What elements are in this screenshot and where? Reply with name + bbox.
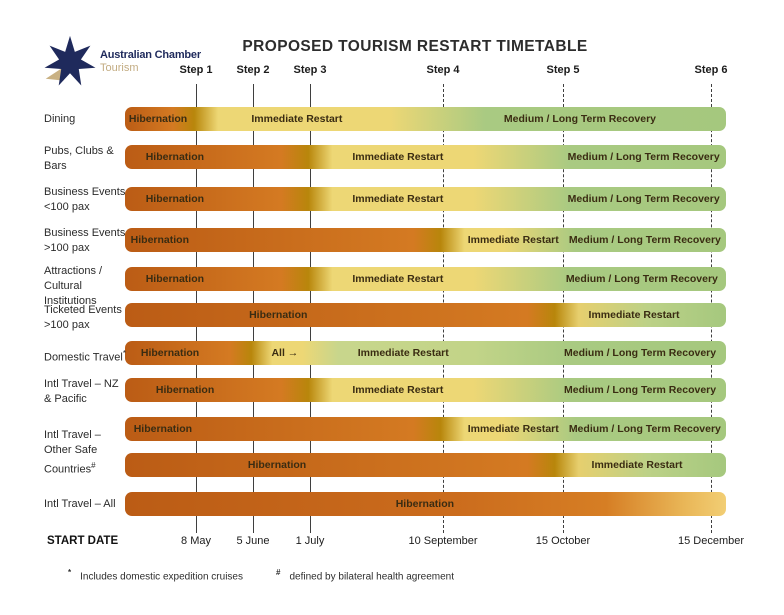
- phase-label: Hibernation: [130, 234, 190, 246]
- phase-label: Medium / Long Term Recovery: [565, 273, 718, 285]
- step-label-3: Step 3: [293, 64, 327, 76]
- timeline-bar: [125, 378, 726, 402]
- phase-label: Immediate Restart: [591, 459, 683, 471]
- phase-label: Immediate Restart: [467, 234, 559, 246]
- phase-label: Medium / Long Term Recovery: [568, 234, 721, 246]
- phase-label: Immediate Restart: [352, 273, 444, 285]
- row-label: Attractions / Cultural Institutions: [44, 264, 103, 307]
- start-date-tick-1: 8 May: [181, 535, 211, 547]
- timeline-bar: [125, 107, 726, 131]
- timeline-bar: [125, 417, 726, 441]
- step-label-1: Step 1: [179, 64, 213, 76]
- timeline-bar: [125, 303, 726, 327]
- phase-label: Hibernation: [140, 347, 200, 359]
- row-label: Intl Travel – Other Safe Countries#: [44, 428, 101, 476]
- footnote-1: * Includes domestic expedition cruises: [68, 568, 243, 583]
- phase-label: Hibernation: [155, 384, 215, 396]
- phase-label: Hibernation: [128, 113, 188, 125]
- step-label-4: Step 4: [426, 64, 460, 76]
- start-date-tick-5: 15 October: [535, 535, 591, 547]
- phase-label: Medium / Long Term Recovery: [564, 347, 717, 359]
- start-date-tick-4: 10 September: [408, 535, 478, 547]
- timeline-bar: [125, 341, 726, 365]
- phase-label: Medium / Long Term Recovery: [567, 151, 720, 163]
- row-label: Ticketed Events >100 pax: [44, 304, 122, 331]
- start-date-tick-2: 5 June: [236, 535, 270, 547]
- phase-label: Medium / Long Term Recovery: [568, 423, 721, 435]
- phase-label: Immediate Restart: [251, 113, 343, 125]
- timeline-bar: [125, 228, 726, 252]
- footnote-mark: #: [276, 568, 281, 577]
- step-label-2: Step 2: [236, 64, 270, 76]
- phase-label: Hibernation: [249, 309, 308, 321]
- step-label-6: Step 6: [694, 64, 728, 76]
- row-label: Pubs, Clubs & Bars: [44, 145, 114, 172]
- phase-label: Immediate Restart: [352, 151, 444, 163]
- timeline-bar: [125, 492, 726, 516]
- phase-label: Hibernation: [133, 423, 193, 435]
- phase-label: Hibernation: [145, 151, 205, 163]
- logo-org-name: Australian Chamber: [100, 49, 201, 61]
- phase-label: Immediate Restart: [352, 384, 444, 396]
- timeline-bar: [125, 453, 726, 477]
- phase-label: Hibernation: [145, 273, 205, 285]
- phase-label: Immediate Restart: [588, 309, 680, 321]
- chart-title: PROPOSED TOURISM RESTART TIMETABLE: [242, 38, 588, 55]
- row-label: Domestic Travel*: [44, 348, 126, 364]
- footnote-mark: *: [68, 568, 72, 577]
- start-date-tick-3: 1 July: [295, 535, 325, 547]
- footnote-2: # defined by bilateral health agreement: [276, 568, 455, 583]
- phase-label: Hibernation: [395, 498, 455, 510]
- phase-label: Immediate Restart: [352, 193, 444, 205]
- phase-label: All →: [271, 347, 299, 359]
- phase-label: Medium / Long Term Recovery: [564, 384, 717, 396]
- timeline-bar: [125, 187, 726, 211]
- row-label: Business Events <100 pax: [44, 186, 126, 213]
- start-date-tick-6: 15 December: [677, 535, 745, 547]
- timeline-bar: [125, 267, 726, 291]
- start-date-label: START DATE: [47, 535, 119, 547]
- phase-label: Hibernation: [145, 193, 205, 205]
- phase-label: Immediate Restart: [357, 347, 449, 359]
- phase-label: Medium / Long Term Recovery: [503, 113, 656, 125]
- timeline-bar: [125, 145, 726, 169]
- row-label: Intl Travel – NZ & Pacific: [44, 378, 119, 405]
- phase-label: Medium / Long Term Recovery: [567, 193, 720, 205]
- row-label: Dining: [44, 112, 76, 125]
- row-label: Intl Travel – All: [44, 497, 116, 510]
- phase-label: Immediate Restart: [467, 423, 559, 435]
- step-label-5: Step 5: [546, 64, 580, 76]
- logo-sub-name: Tourism: [100, 62, 139, 74]
- row-label: Business Events >100 pax: [44, 227, 126, 254]
- phase-label: Hibernation: [247, 459, 307, 471]
